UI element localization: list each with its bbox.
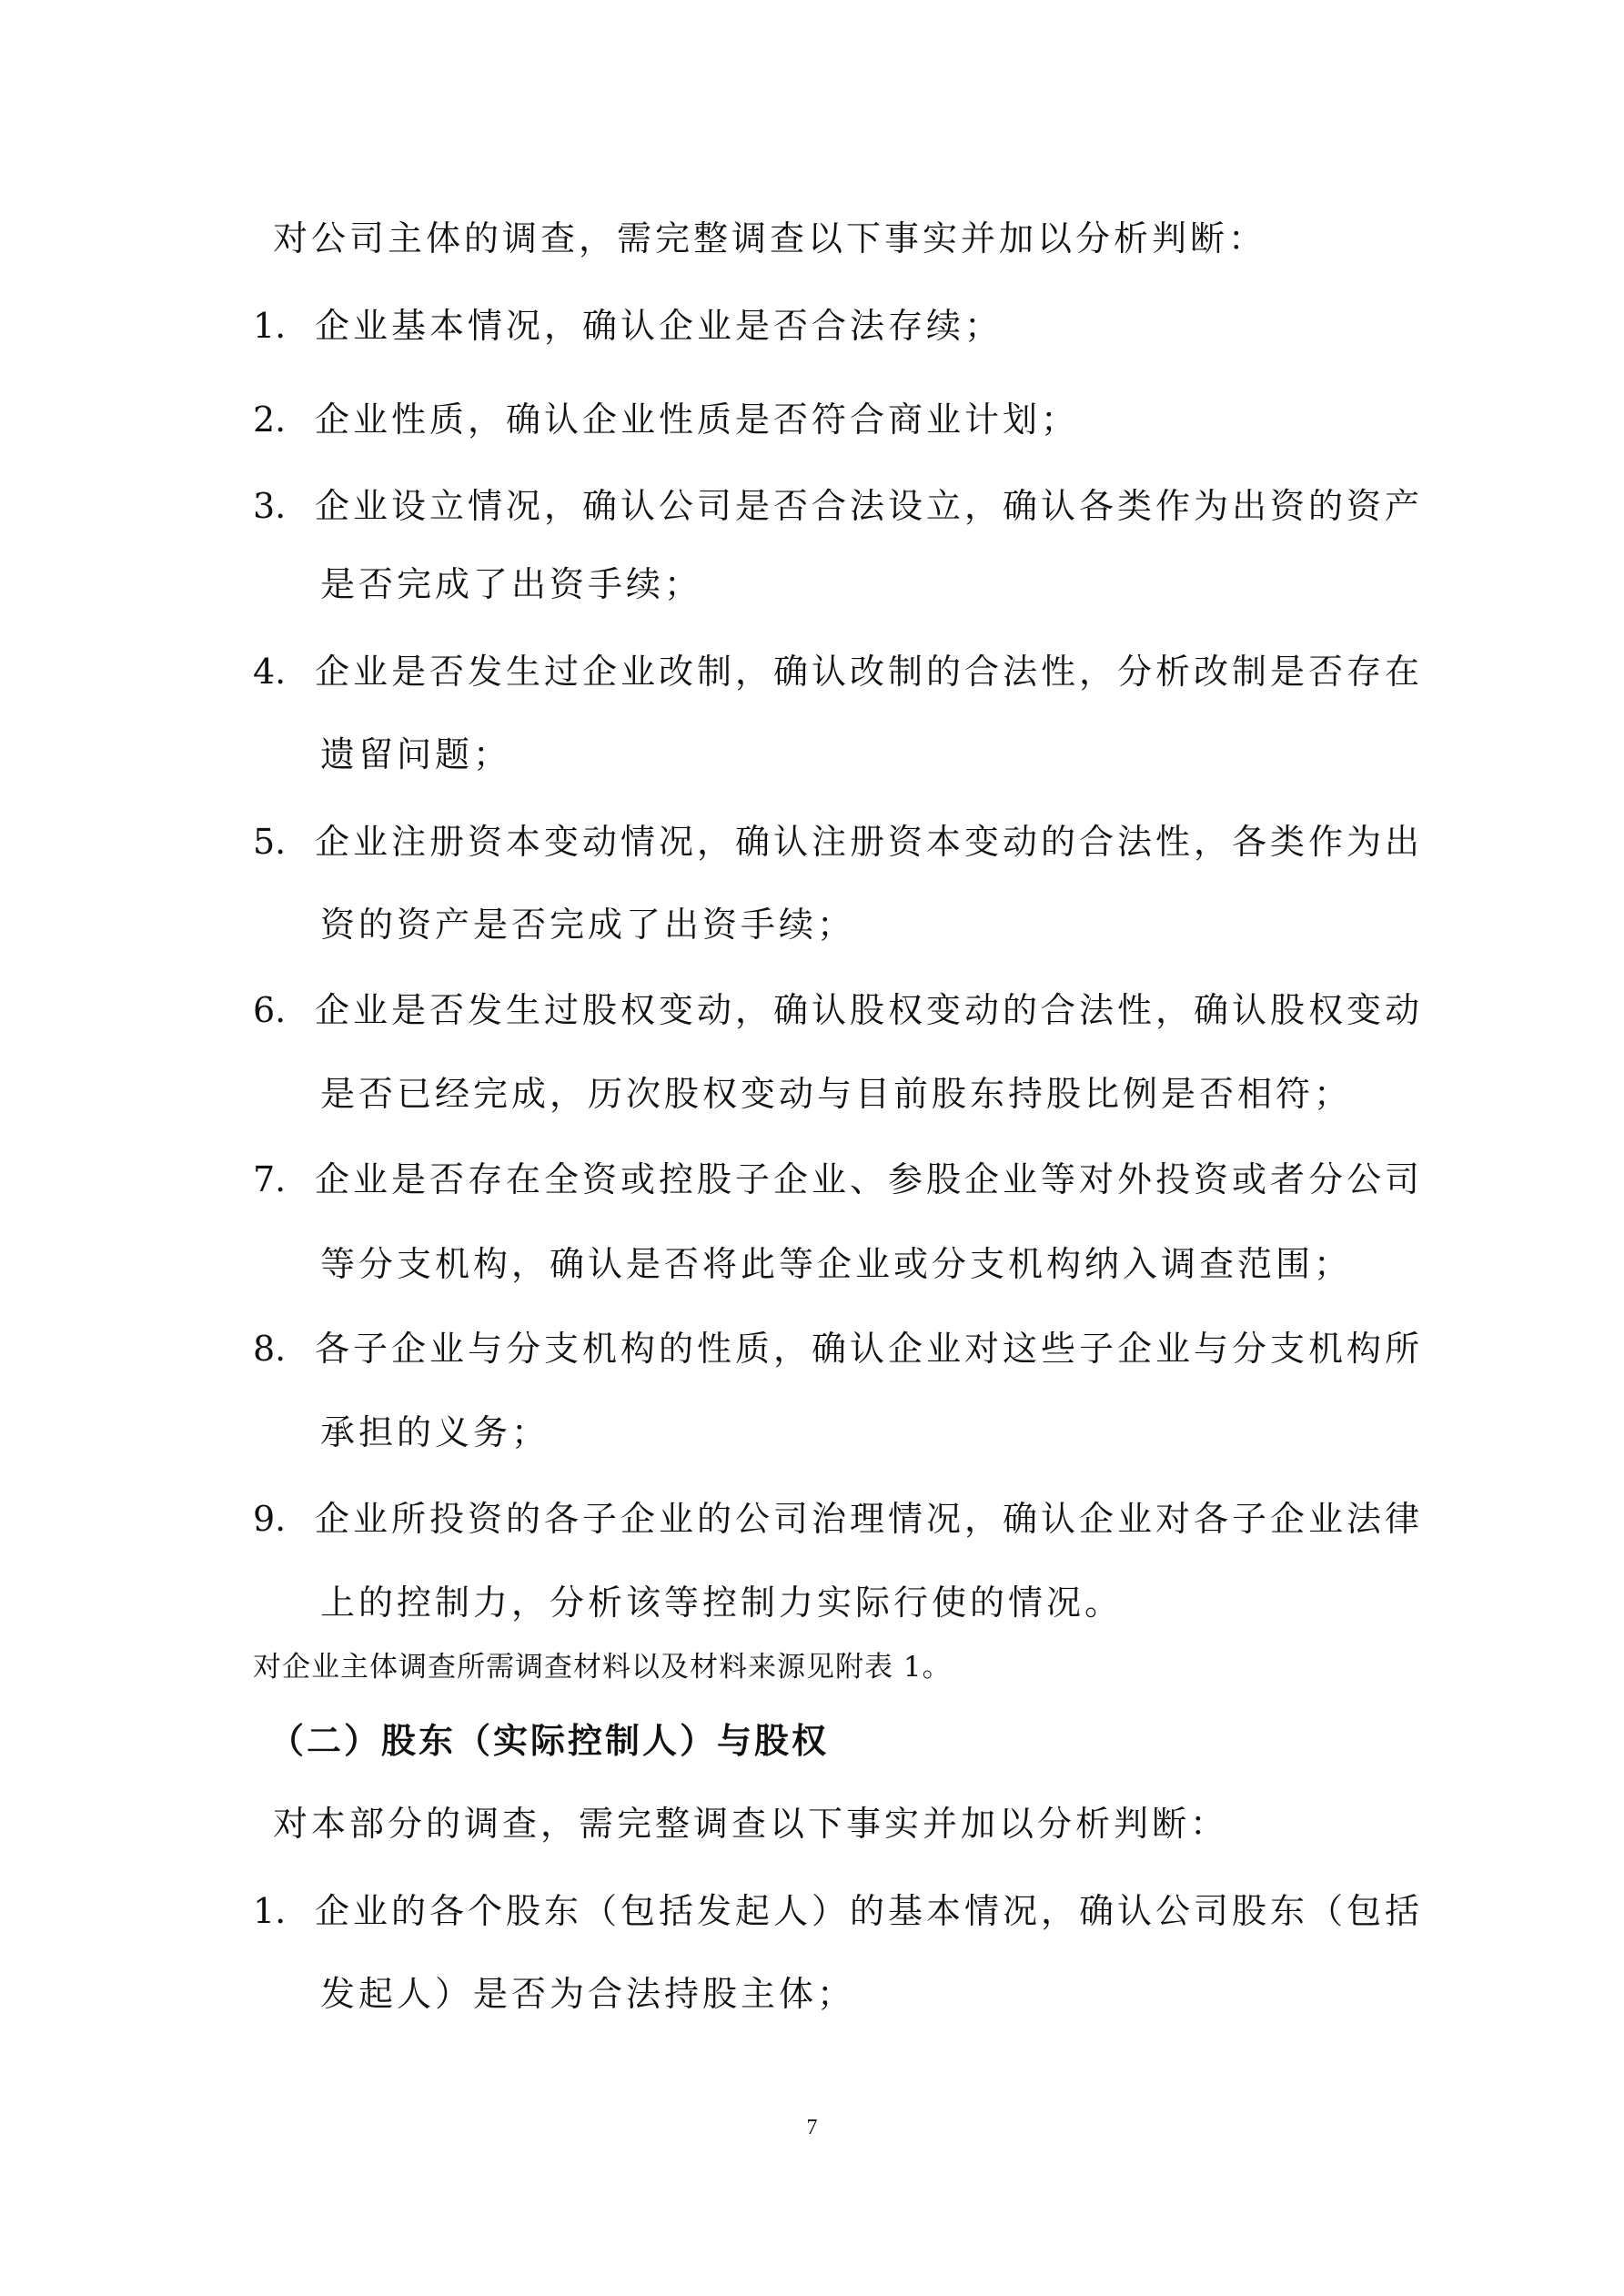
- item-text: 企业性质，确认企业性质是否符合商业计划；: [315, 400, 1080, 440]
- list-item-1: [253, 304, 1003, 348]
- list-item-9-continuation: 上的控制力，分析该等控制力实际行使的情况。: [320, 1583, 1124, 1623]
- list-item-8-continuation: 承担的义务；: [320, 1412, 550, 1452]
- section1-intro: 对公司主体的调查，需完整调查以下事实并加以分析判断：: [273, 218, 1267, 258]
- item-number: 2.: [253, 400, 287, 440]
- item-text: 企业是否发生过股权变动，确认股权变动的合法性，确认股权变动: [315, 990, 1424, 1030]
- item-text: 企业的各个股东（包括发起人）的基本情况，确认公司股东（包括: [315, 1891, 1424, 1931]
- appendix-note: 对企业主体调查所需调查材料以及材料来源见附表 1。: [253, 1651, 952, 1684]
- list-item-6: [253, 988, 1423, 1032]
- item-number: 1.: [253, 1891, 287, 1931]
- list-item-3-continuation: 是否完成了出资手续；: [320, 564, 703, 604]
- item-number: 4.: [253, 652, 287, 692]
- list-item-5-continuation: 资的资产是否完成了出资手续；: [320, 905, 856, 945]
- item-text: 企业注册资本变动情况，确认注册资本变动的合法性，各类作为出: [315, 822, 1424, 862]
- item-number: 5.: [253, 822, 287, 862]
- list-item-8: [253, 1327, 1423, 1371]
- list-item-4-continuation: 遗留问题；: [320, 734, 512, 774]
- list-item-3: [253, 484, 1423, 528]
- list-item-6-continuation: 是否已经完成，历次股权变动与目前股东持股比例是否相符；: [320, 1074, 1353, 1114]
- item-number: 1.: [253, 306, 287, 346]
- item-number: 3.: [253, 486, 287, 526]
- section2-intro: 对本部分的调查，需完整调查以下事实并加以分析判断：: [273, 1804, 1229, 1844]
- item-text: 企业是否存在全资或控股子企业、参股企业等对外投资或者分公司: [315, 1159, 1424, 1199]
- list-item-7: [253, 1158, 1423, 1201]
- item-number: 9.: [253, 1499, 287, 1539]
- list-item-2: [253, 398, 1079, 441]
- item-text: 各子企业与分支机构的性质，确认企业对这些子企业与分支机构所: [315, 1329, 1424, 1369]
- item-number: 8.: [253, 1329, 287, 1369]
- page-number: 7: [806, 2116, 818, 2139]
- item-number: 6.: [253, 990, 287, 1030]
- item-text: 企业是否发生过企业改制，确认改制的合法性，分析改制是否存在: [315, 652, 1424, 692]
- section-heading: （二）股东（实际控制人）与股权: [269, 1721, 830, 1761]
- list-item-7-continuation: 等分支机构，确认是否将此等企业或分支机构纳入调查范围；: [320, 1244, 1353, 1284]
- list-item-5: [253, 820, 1423, 864]
- item-text: 企业设立情况，确认公司是否合法设立，确认各类作为出资的资产: [315, 486, 1424, 526]
- list-item-4: [253, 650, 1423, 693]
- item-number: 7.: [253, 1159, 287, 1199]
- section2-list-item-1-continuation: 发起人）是否为合法持股主体；: [320, 1974, 856, 2014]
- item-text: 企业基本情况，确认企业是否合法存续；: [315, 306, 1004, 346]
- section2-list-item-1: [253, 1889, 1423, 1933]
- item-text: 企业所投资的各子企业的公司治理情况，确认企业对各子企业法律: [315, 1499, 1424, 1539]
- list-item-9: [253, 1497, 1423, 1541]
